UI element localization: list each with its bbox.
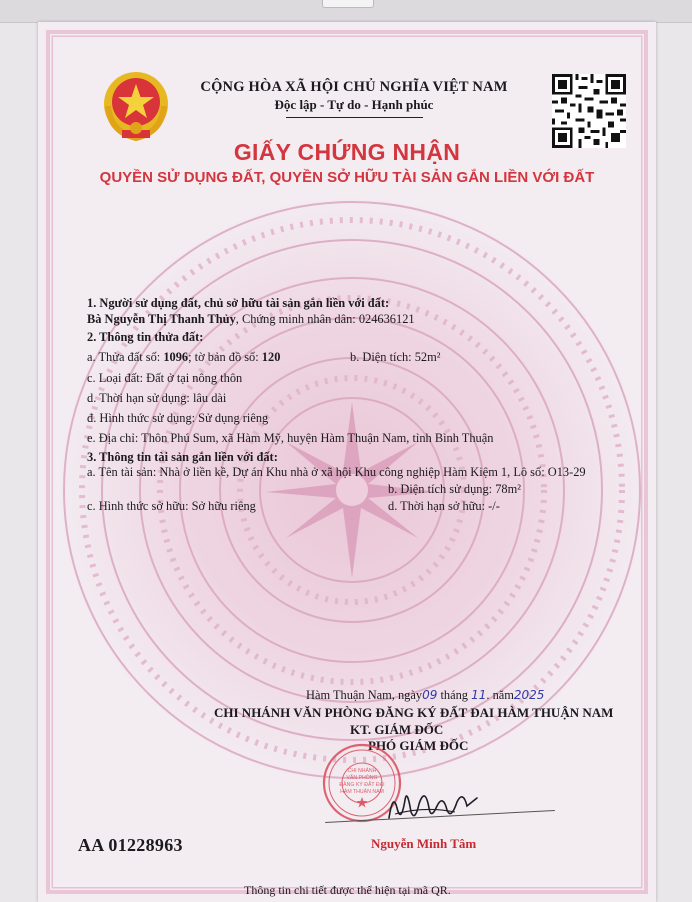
parcel-label: a. Thửa đất số: xyxy=(87,350,164,364)
usage-form: đ. Hình thức sử dụng: Sử dụng riêng xyxy=(87,411,269,425)
signer-name: Nguyễn Minh Tâm xyxy=(371,836,477,851)
land-area: b. Diện tích: 52m² xyxy=(350,350,441,364)
viewer-tab-handle[interactable] xyxy=(322,0,374,8)
national-motto: Độc lập - Tự do - Hạnh phúc xyxy=(274,97,434,112)
sign-day: 09 xyxy=(422,688,438,702)
place-date-prefix: Hàm Thuận Nam, ngày xyxy=(306,688,423,702)
deputy-director: PHÓ GIÁM ĐỐC xyxy=(368,738,469,753)
issuing-office: CHI NHÁNH VĂN PHÒNG ĐĂNG KÝ ĐẤT ĐAI HÀM THUẬN NAM xyxy=(214,705,614,720)
owner-id: , Chứng minh nhân dân: 024636121 xyxy=(235,312,415,326)
section-1-heading: 1. Người sử dụng đất, chủ sở hữu tài sản gắn liền với đất: xyxy=(87,296,390,310)
owner-line xyxy=(87,312,415,327)
map-label: ; tờ bản đồ số: xyxy=(188,350,262,364)
parcel-line xyxy=(87,350,280,365)
qr-code[interactable] xyxy=(552,74,626,148)
usage-term: d. Thời hạn sử dụng: lâu dài xyxy=(87,391,227,405)
year-label: . năm xyxy=(486,688,514,702)
certificate-page xyxy=(38,22,656,902)
sign-year: 2025 xyxy=(513,688,545,702)
svg-text:CHI NHÁNH: CHI NHÁNH xyxy=(347,768,377,774)
serial-number: AA 01228963 xyxy=(78,835,183,855)
motto-underline xyxy=(286,117,423,118)
qr-footer-note: Thông tin chi tiết được thể hiện tại mã QR. xyxy=(244,883,451,897)
asset-name: a. Tên tài sản: Nhà ở liền kề, Dự án Khu nhà ở xã hội Khu công nghiệp Hàm Kiệm 1, Lô số: O13-29 xyxy=(87,465,586,479)
land-address: e. Địa chỉ: Thôn Phú Sum, xã Hàm Mỹ, huyện Hàm Thuận Nam, tỉnh Bình Thuận xyxy=(87,431,494,445)
place-and-date xyxy=(306,688,544,703)
svg-text:VĂN PHÒNG: VĂN PHÒNG xyxy=(346,775,378,781)
owner-name: Bà Nguyễn Thị Thanh Thủy xyxy=(87,312,236,326)
certificate-title: GIẤY CHỨNG NHẬN xyxy=(233,139,461,165)
ownership-form: c. Hình thức sở hữu: Sở hữu riêng xyxy=(87,499,256,513)
country-name: CỘNG HÒA XÃ HỘI CHỦ NGHĨA VIỆT NAM xyxy=(200,79,508,95)
land-type: c. Loại đất: Đất ở tại nông thôn xyxy=(87,371,243,385)
parcel-number: 1096 xyxy=(163,350,189,364)
svg-text:ĐĂNG KÝ ĐẤT ĐAI: ĐĂNG KÝ ĐẤT ĐAI xyxy=(339,782,385,788)
svg-text:HÀM THUẬN NAM: HÀM THUẬN NAM xyxy=(340,789,384,795)
month-label: tháng xyxy=(437,688,472,702)
certificate-subtitle: QUYỀN SỬ DỤNG ĐẤT, QUYỀN SỞ HỮU TÀI SẢN GẮN LIỀN VỚI ĐẤT xyxy=(99,169,595,186)
map-number: 120 xyxy=(261,350,281,364)
ownership-term: d. Thời hạn sở hữu: -/- xyxy=(388,499,500,513)
section-3-heading: 3. Thông tin tài sản gắn liền với đất: xyxy=(87,450,278,464)
section-2-heading: 2. Thông tin thửa đất: xyxy=(87,330,204,344)
floor-area: b. Diện tích sử dụng: 78m² xyxy=(388,482,521,496)
handwritten-signature xyxy=(385,778,485,830)
viewer-top-bar xyxy=(0,0,692,23)
kt-director: KT. GIÁM ĐỐC xyxy=(350,722,444,737)
sign-month: 11 xyxy=(471,688,487,702)
